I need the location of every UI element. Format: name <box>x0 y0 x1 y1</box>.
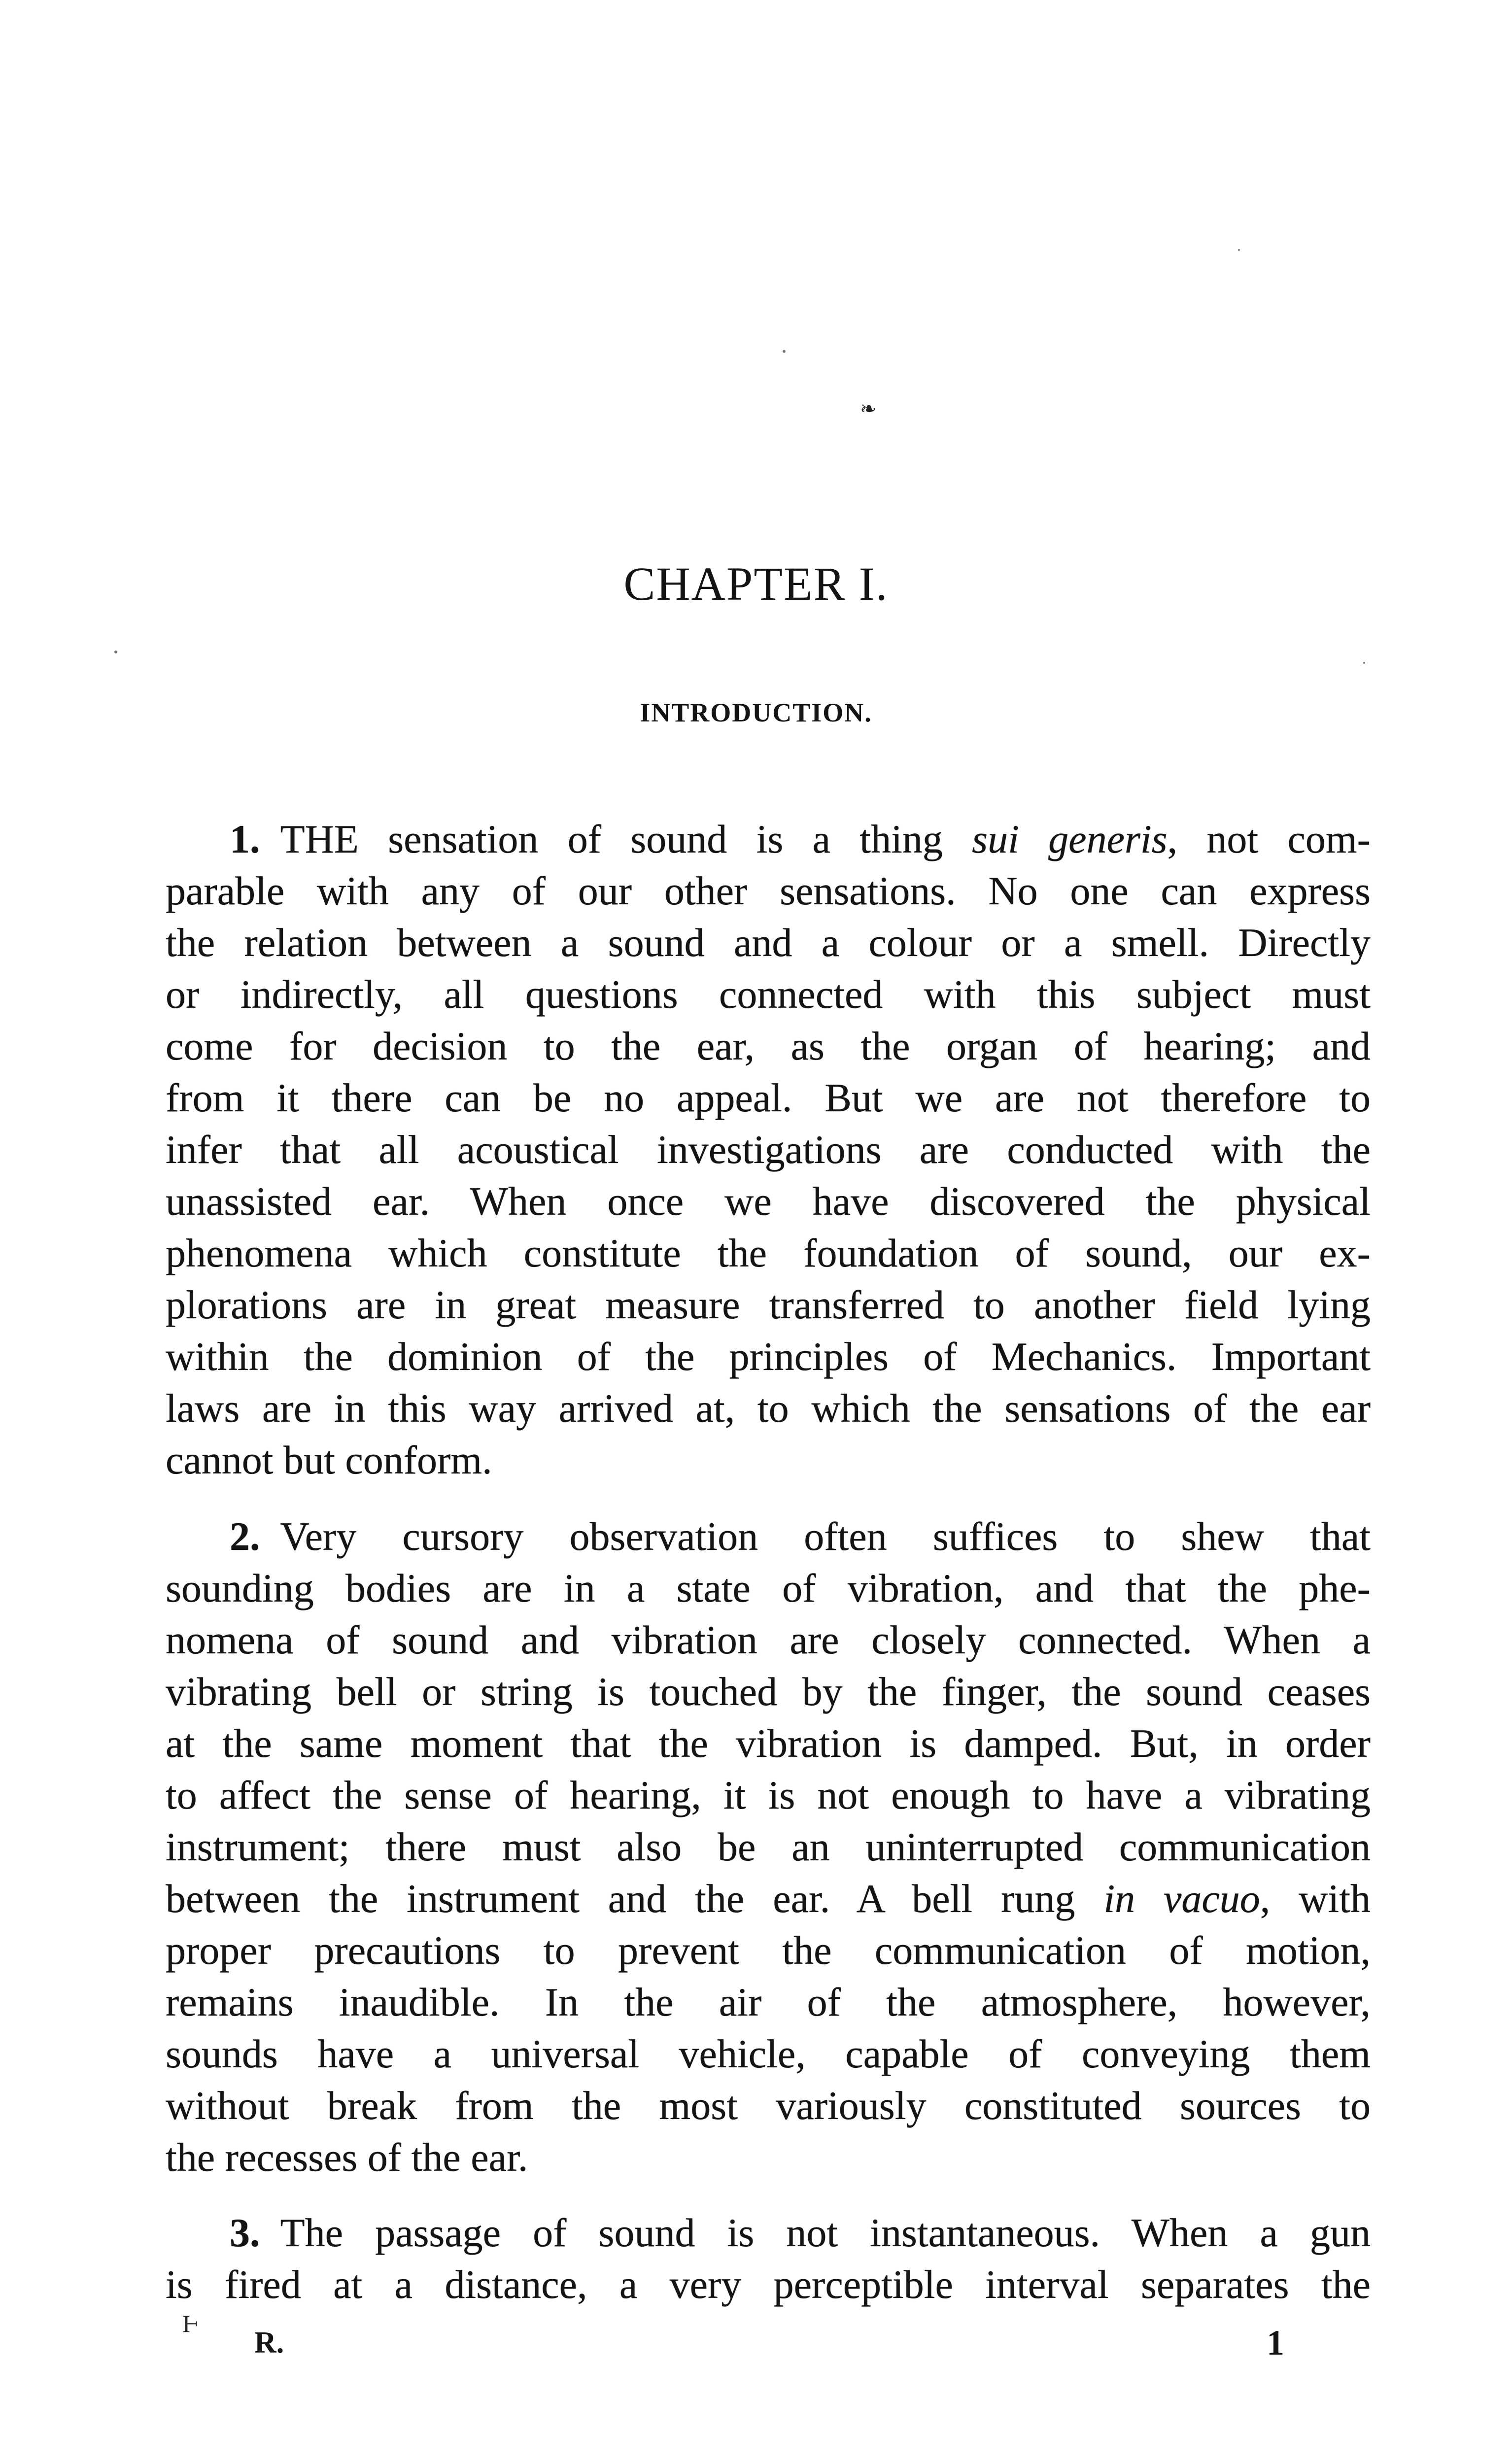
text-segment: THE <box>280 817 359 861</box>
text-segment: at the same moment that the vibration is damped. But, in order <box>166 1721 1371 1766</box>
text-segment: The passage of sound is not instantaneous. When a gun <box>280 2210 1371 2255</box>
text-line <box>166 1562 1371 1614</box>
text-segment: phenomena which constitute the foundation of sound, our ex- <box>166 1231 1371 1275</box>
signature-mark: R. <box>254 2326 284 2360</box>
text-line <box>166 968 1371 1020</box>
text-segment: the relation between a sound and a colour or a smell. Directly <box>166 920 1371 965</box>
paragraph-number: 3. <box>230 2210 260 2255</box>
italic-text: sui generis <box>972 817 1168 861</box>
text-segment: , not com- <box>1167 817 1371 861</box>
text-segment: remains inaudible. In the air of the atmosphere, however, <box>166 1980 1371 2024</box>
text-segment: plorations are in great measure transferred to another field lying <box>166 1282 1371 1327</box>
text-segment: laws are in this way arrived at, to which the sensations of the ear <box>166 1386 1371 1431</box>
text-segment: parable with any of our other sensations. No one can express <box>166 868 1371 913</box>
text-line <box>166 1666 1371 1717</box>
text-line <box>166 2207 1371 2259</box>
text-segment: cannot but conform. <box>166 1437 492 1482</box>
pencil-mark: Ⱶ <box>182 2310 199 2337</box>
text-line <box>166 1227 1371 1279</box>
scan-speck <box>783 350 786 353</box>
text-line <box>166 2259 1371 2310</box>
text-line <box>166 1873 1371 1924</box>
text-line <box>166 1020 1371 1072</box>
text-line <box>166 1924 1371 1976</box>
scan-speck <box>1238 249 1240 251</box>
text-segment: is fired at a distance, a very perceptible interval separates the <box>166 2262 1371 2307</box>
scan-speck <box>114 650 117 653</box>
text-line <box>166 1331 1371 1382</box>
italic-text: in vacuo <box>1103 1876 1260 1921</box>
text-segment: between the instrument and the ear. A bell rung <box>166 1876 1104 1921</box>
text-segment: nomena of sound and vibration are closely connected. When a <box>166 1617 1371 1662</box>
text-line <box>166 1717 1371 1769</box>
text-segment: sounding bodies are in a state of vibration, and that the phe- <box>166 1566 1371 1610</box>
text-line <box>166 1821 1371 1873</box>
text-line <box>166 2080 1371 2131</box>
text-segment: or indirectly, all questions connected with this subject must <box>166 972 1371 1017</box>
text-segment: sounds have a universal vehicle, capable of conveying them <box>166 2031 1371 2076</box>
text-line <box>166 813 1371 865</box>
text-line <box>166 1175 1371 1227</box>
page-number: 1 <box>1267 2323 1284 2362</box>
text-line <box>166 865 1371 917</box>
page-footer <box>0 2322 1512 2364</box>
text-segment: vibrating bell or string is touched by the finger, the sound ceases <box>166 1669 1371 1714</box>
paragraph-2 <box>166 1510 1371 2183</box>
text-line <box>166 1124 1371 1175</box>
text-line <box>166 1614 1371 1666</box>
text-line <box>166 1976 1371 2028</box>
text-line <box>166 2028 1371 2080</box>
text-segment: unassisted ear. When once we have discovered the physical <box>166 1179 1371 1224</box>
text-segment: to affect the sense of hearing, it is not enough to have a vibrating <box>166 1773 1371 1817</box>
scan-speck <box>1363 662 1365 664</box>
ink-mark: ❧ <box>860 398 877 420</box>
text-line <box>166 1279 1371 1331</box>
text-segment: without break from the most variously constituted sources to <box>166 2083 1371 2128</box>
text-segment: come for decision to the ear, as the organ of hearing; and <box>166 1024 1371 1068</box>
chapter-title: CHAPTER I. <box>623 557 889 610</box>
paragraph-number: 2. <box>230 1514 260 1559</box>
text-segment: proper precautions to prevent the communication of motion, <box>166 1928 1371 1973</box>
paragraph-3 <box>166 2207 1371 2310</box>
paragraph-1 <box>166 813 1371 1486</box>
text-line <box>166 2131 1371 2183</box>
text-segment: sensation of sound is a thing <box>358 817 972 861</box>
text-segment: , with <box>1260 1876 1371 1921</box>
text-segment: the recesses of the ear. <box>166 2135 528 2180</box>
text-line <box>166 1769 1371 1821</box>
text-segment: within the dominion of the principles of Mechanics. Important <box>166 1334 1371 1379</box>
text-segment: from it there can be no appeal. But we are not therefore to <box>166 1075 1371 1120</box>
text-line <box>166 917 1371 968</box>
text-segment: instrument; there must also be an uninterrupted communication <box>166 1824 1371 1869</box>
text-segment: infer that all acoustical investigations are conducted with the <box>166 1127 1371 1172</box>
text-line <box>166 1434 1371 1486</box>
section-title: INTRODUCTION. <box>640 698 872 727</box>
text-line <box>166 1072 1371 1124</box>
text-line <box>166 1510 1371 1562</box>
paragraph-number: 1. <box>230 817 260 861</box>
text-segment: Very cursory observation often suffices to shew that <box>280 1514 1371 1559</box>
text-line <box>166 1382 1371 1434</box>
